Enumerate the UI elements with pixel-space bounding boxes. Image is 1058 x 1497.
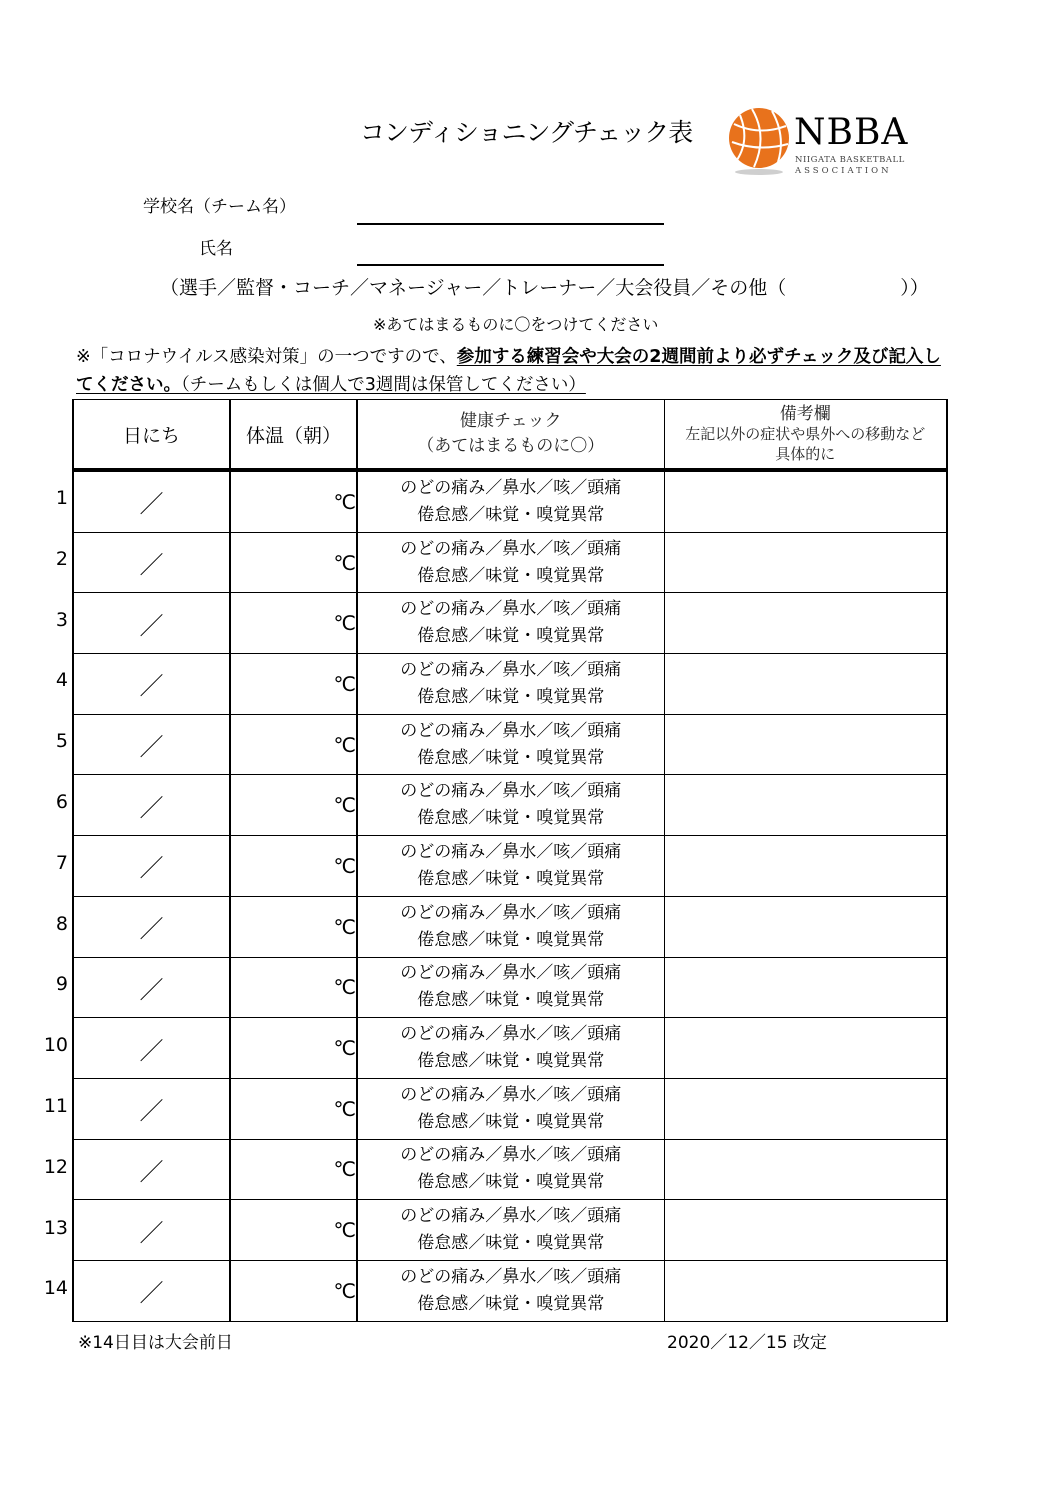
- warning-note: [76, 343, 956, 399]
- date-slash: ／: [139, 1218, 164, 1247]
- temp-unit: ℃: [333, 975, 356, 1000]
- symptoms-line-2: 倦怠感／味覚・嗅覚異常: [417, 929, 605, 950]
- health-cell[interactable]: [357, 654, 664, 715]
- header-note: [664, 400, 947, 471]
- health-cell[interactable]: [357, 593, 664, 654]
- note-cell[interactable]: [664, 775, 947, 836]
- symptoms-line-1: のどの痛み／鼻水／咳／頭痛: [400, 781, 622, 802]
- temp-unit: ℃: [333, 489, 356, 514]
- health-cell[interactable]: [357, 1260, 664, 1321]
- note-cell[interactable]: [664, 957, 947, 1018]
- table-row: [73, 714, 947, 775]
- footer-note: ※14日目は大会前日: [78, 1333, 233, 1353]
- date-cell[interactable]: [73, 1139, 230, 1200]
- warning-suffix: （チームもしくは個人で3週間は保管してください）: [181, 375, 586, 395]
- date-cell[interactable]: [73, 654, 230, 715]
- temp-unit: ℃: [333, 1036, 356, 1061]
- date-slash: ／: [139, 1036, 164, 1065]
- health-cell[interactable]: [357, 896, 664, 957]
- temp-cell[interactable]: [230, 1260, 357, 1321]
- note-cell[interactable]: [664, 532, 947, 593]
- row-number: 10: [43, 1034, 68, 1057]
- table-row: [73, 836, 947, 897]
- symptoms-line-2: 倦怠感／味覚・嗅覚異常: [417, 1293, 605, 1314]
- warning-bold: 参加する練習会や大会の2週間前より必ずチェック及び記入してください。: [76, 347, 941, 395]
- health-cell[interactable]: [357, 1078, 664, 1139]
- date-cell[interactable]: [73, 957, 230, 1018]
- symptoms-line-2: 倦怠感／味覚・嗅覚異常: [417, 1051, 605, 1072]
- table-row: [73, 1260, 947, 1321]
- date-cell[interactable]: [73, 470, 230, 532]
- symptoms-line-1: のどの痛み／鼻水／咳／頭痛: [400, 1266, 622, 1287]
- row-number: 8: [55, 912, 68, 935]
- date-slash: ／: [139, 1279, 164, 1308]
- symptoms-line-1: のどの痛み／鼻水／咳／頭痛: [400, 1024, 622, 1045]
- symptoms-line-2: 倦怠感／味覚・嗅覚異常: [417, 808, 605, 829]
- table-row: [73, 1018, 947, 1079]
- header-note-title: 備考欄: [779, 404, 831, 424]
- temp-cell[interactable]: [230, 1018, 357, 1079]
- table-row: [73, 775, 947, 836]
- temp-cell[interactable]: [230, 593, 357, 654]
- condition-table: [72, 399, 948, 1322]
- temp-unit: ℃: [333, 914, 356, 939]
- temp-unit: ℃: [333, 611, 356, 636]
- date-slash: ／: [139, 1157, 164, 1186]
- header-temp: 体温（朝）: [230, 400, 357, 471]
- symptoms-line-1: のどの痛み／鼻水／咳／頭痛: [400, 720, 622, 741]
- table-row: [73, 470, 947, 532]
- date-slash: ／: [139, 915, 164, 944]
- temp-cell[interactable]: [230, 470, 357, 532]
- note-cell[interactable]: [664, 1260, 947, 1321]
- temp-unit: ℃: [333, 1157, 356, 1182]
- row-number: 7: [55, 851, 68, 874]
- row-number: 4: [55, 669, 68, 692]
- date-slash: ／: [139, 1097, 164, 1126]
- role-options: （選手／監督・コーチ／マネージャー／トレーナー／大会役員／その他（ ））: [160, 277, 929, 299]
- date-cell[interactable]: [73, 775, 230, 836]
- note-cell[interactable]: [664, 1139, 947, 1200]
- date-slash: ／: [139, 611, 164, 640]
- header-health-title: 健康チェック: [460, 411, 562, 431]
- health-cell[interactable]: [357, 1018, 664, 1079]
- symptoms-line-2: 倦怠感／味覚・嗅覚異常: [417, 504, 605, 525]
- note-cell[interactable]: [664, 896, 947, 957]
- temp-cell[interactable]: [230, 654, 357, 715]
- school-label: 学校名（チーム名）: [143, 197, 296, 217]
- table-row: [73, 1139, 947, 1200]
- temp-cell[interactable]: [230, 775, 357, 836]
- health-cell[interactable]: [357, 836, 664, 897]
- health-cell[interactable]: [357, 1200, 664, 1261]
- date-slash: ／: [139, 551, 164, 580]
- name-label: 氏名: [199, 239, 233, 259]
- temp-unit: ℃: [333, 732, 356, 757]
- note-cell[interactable]: [664, 654, 947, 715]
- role-instruction: ※あてはまるものに〇をつけてください: [373, 315, 659, 334]
- row-number: 13: [43, 1216, 68, 1239]
- header-note-sub1: 左記以外の症状や県外への移動など: [685, 425, 926, 443]
- school-input-line[interactable]: [357, 223, 664, 225]
- temp-cell[interactable]: [230, 896, 357, 957]
- symptoms-line-1: のどの痛み／鼻水／咳／頭痛: [400, 902, 622, 923]
- symptoms-line-1: のどの痛み／鼻水／咳／頭痛: [400, 538, 622, 559]
- nbba-logo: [728, 106, 918, 178]
- symptoms-line-2: 倦怠感／味覚・嗅覚異常: [417, 686, 605, 707]
- temp-cell[interactable]: [230, 1078, 357, 1139]
- health-cell[interactable]: [357, 1139, 664, 1200]
- header-date: 日にち: [73, 400, 230, 471]
- date-cell[interactable]: [73, 1018, 230, 1079]
- symptoms-line-2: 倦怠感／味覚・嗅覚異常: [417, 1172, 605, 1193]
- symptoms-line-2: 倦怠感／味覚・嗅覚異常: [417, 626, 605, 647]
- date-slash: ／: [139, 490, 164, 519]
- row-number: 9: [55, 973, 68, 996]
- symptoms-line-1: のどの痛み／鼻水／咳／頭痛: [400, 1145, 622, 1166]
- date-cell[interactable]: [73, 714, 230, 775]
- temp-unit: ℃: [333, 793, 356, 818]
- temp-cell[interactable]: [230, 1139, 357, 1200]
- date-cell[interactable]: [73, 532, 230, 593]
- row-number: 3: [55, 608, 68, 631]
- name-input-line[interactable]: [357, 264, 664, 266]
- symptoms-line-2: 倦怠感／味覚・嗅覚異常: [417, 747, 605, 768]
- date-cell[interactable]: [73, 593, 230, 654]
- temp-cell[interactable]: [230, 714, 357, 775]
- symptoms-line-1: のどの痛み／鼻水／咳／頭痛: [400, 1084, 622, 1105]
- revision-date: 2020／12／15 改定: [667, 1333, 827, 1353]
- note-cell[interactable]: [664, 1200, 947, 1261]
- temp-cell[interactable]: [230, 836, 357, 897]
- health-cell[interactable]: [357, 775, 664, 836]
- row-number: 6: [55, 791, 68, 813]
- date-cell[interactable]: [73, 1078, 230, 1139]
- logo-text: NBBA: [794, 112, 909, 153]
- page-title: コンディショニングチェック表: [360, 118, 693, 147]
- header-note-sub2: 具体的に: [775, 445, 836, 463]
- date-slash: ／: [139, 854, 164, 883]
- note-cell[interactable]: [664, 593, 947, 654]
- table-row: [73, 957, 947, 1018]
- temp-unit: ℃: [333, 550, 356, 575]
- note-cell[interactable]: [664, 470, 947, 532]
- note-cell[interactable]: [664, 1078, 947, 1139]
- header-health-sub: （あてはまるものに〇）: [417, 436, 605, 456]
- table-row: [73, 1200, 947, 1261]
- date-slash: ／: [139, 975, 164, 1004]
- row-number: 12: [43, 1155, 68, 1178]
- health-cell[interactable]: [357, 957, 664, 1018]
- date-cell[interactable]: [73, 1200, 230, 1261]
- health-cell[interactable]: [357, 532, 664, 593]
- date-cell[interactable]: [73, 1260, 230, 1321]
- row-number: 2: [55, 547, 68, 570]
- symptoms-line-1: のどの痛み／鼻水／咳／頭痛: [400, 963, 622, 984]
- row-number: 1: [55, 487, 68, 509]
- date-slash: ／: [139, 672, 164, 701]
- temp-unit: ℃: [333, 671, 356, 696]
- health-cell[interactable]: [357, 470, 664, 532]
- basketball-icon: [728, 106, 790, 176]
- row-number: 14: [43, 1277, 68, 1300]
- symptoms-line-1: のどの痛み／鼻水／咳／頭痛: [400, 841, 622, 862]
- temp-unit: ℃: [333, 853, 356, 878]
- table-row: [73, 593, 947, 654]
- date-slash: ／: [139, 733, 164, 762]
- table-row: [73, 1078, 947, 1139]
- header-health: [357, 400, 664, 471]
- symptoms-line-2: 倦怠感／味覚・嗅覚異常: [417, 990, 605, 1011]
- health-cell[interactable]: [357, 714, 664, 775]
- symptoms-line-2: 倦怠感／味覚・嗅覚異常: [417, 1233, 605, 1254]
- date-cell[interactable]: [73, 896, 230, 957]
- note-cell[interactable]: [664, 1018, 947, 1079]
- symptoms-line-2: 倦怠感／味覚・嗅覚異常: [417, 868, 605, 889]
- note-cell[interactable]: [664, 836, 947, 897]
- temp-unit: ℃: [333, 1218, 356, 1243]
- symptoms-line-1: のどの痛み／鼻水／咳／頭痛: [400, 1206, 622, 1227]
- temp-unit: ℃: [333, 1278, 356, 1303]
- symptoms-line-1: のどの痛み／鼻水／咳／頭痛: [400, 477, 622, 498]
- symptoms-line-1: のどの痛み／鼻水／咳／頭痛: [400, 659, 622, 680]
- symptoms-line-1: のどの痛み／鼻水／咳／頭痛: [400, 599, 622, 620]
- temp-cell[interactable]: [230, 1200, 357, 1261]
- date-cell[interactable]: [73, 836, 230, 897]
- logo-subtitle-1: NIIGATA BASKETBALL: [795, 155, 905, 165]
- logo-subtitle-2: ASSOCIATION: [795, 166, 892, 176]
- table-row: [73, 896, 947, 957]
- symptoms-line-2: 倦怠感／味覚・嗅覚異常: [417, 1111, 605, 1132]
- warning-prefix: ※「コロナウイルス感染対策」の一つですので、: [76, 347, 457, 367]
- row-number: 11: [43, 1095, 68, 1117]
- symptoms-line-2: 倦怠感／味覚・嗅覚異常: [417, 565, 605, 586]
- temp-unit: ℃: [333, 1096, 356, 1121]
- table-row: [73, 654, 947, 715]
- temp-cell[interactable]: [230, 957, 357, 1018]
- note-cell[interactable]: [664, 714, 947, 775]
- row-number: 5: [55, 730, 68, 753]
- table-row: [73, 532, 947, 593]
- temp-cell[interactable]: [230, 532, 357, 593]
- date-slash: ／: [139, 793, 164, 822]
